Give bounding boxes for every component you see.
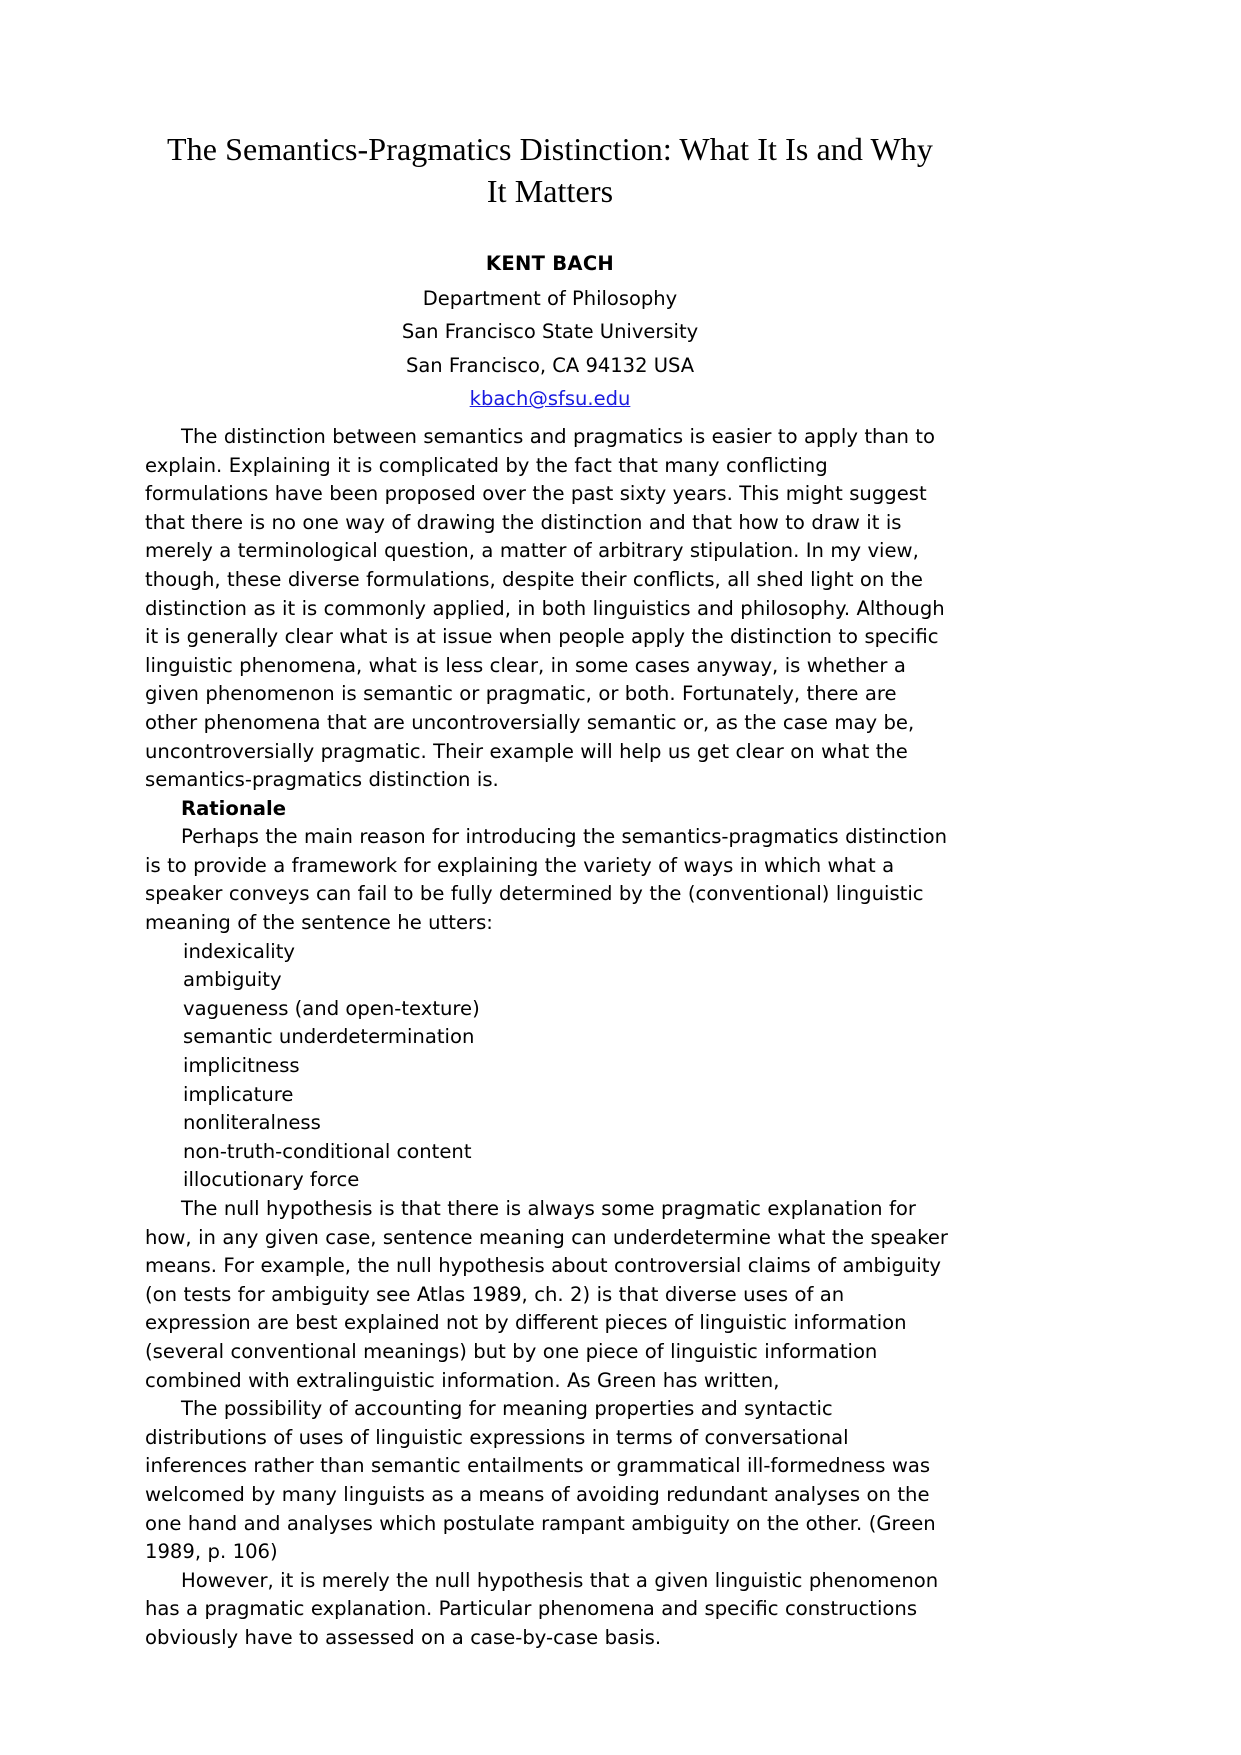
section-heading-rationale: Rationale	[181, 796, 287, 820]
rationale-paragraph-1: Perhaps the main reason for introducing the semantics-pragmatics distinction is to provide a framework for explaining the variety of ways in which what a speaker conveys can fail to be fully determined by the (conventional) linguistic meaning of the sentence he utters:	[145, 825, 948, 935]
list-item: illocutionary force	[183, 1168, 360, 1192]
list-item: semantic underdetermination	[183, 1025, 475, 1049]
author-block	[145, 254, 955, 409]
list-item: ambiguity	[183, 968, 282, 992]
author-name: KENT BACH	[485, 252, 615, 276]
list-item: implicitness	[183, 1054, 300, 1078]
author-department: Department of Philosophy	[422, 286, 678, 310]
rationale-paragraph-3: However, it is merely the null hypothesis that a given linguistic phenomenon has a pragmatic explanation. Particular phenomena and specific constructions obviously have to assessed on a case-by-case basis.	[145, 1568, 939, 1649]
list-item: implicature	[183, 1082, 294, 1106]
author-email-link[interactable]: kbach@sfsu.edu	[469, 387, 631, 411]
body-text	[145, 423, 955, 1653]
rationale-paragraph-2: The null hypothesis is that there is always some pragmatic explanation for how, in any given case, sentence meaning can underdetermine what the speaker means. For example, the null hypothesis about controversial claims of ambiguity (on tests for ambiguity see Atlas 1989, ch. 2) is that diverse uses of an expression are best explained not by different pieces of linguistic information (several conventional meanings) but by one piece of linguistic information combined with extralinguistic information. As Green has written,	[145, 1197, 948, 1392]
author-address: San Francisco, CA 94132 USA	[405, 353, 695, 377]
page-title: The Semantics-Pragmatics Distinction: What It Is and Why It Matters	[166, 131, 934, 210]
page-content	[145, 128, 955, 1653]
intro-paragraph: The distinction between semantics and pragmatics is easier to apply than to explain. Explaining it is complicated by the fact that many conflicting formulations have been proposed over the past sixty years. This might suggest that there is no one way of drawing the distinction and that how to draw it is merely a terminological question, a matter of arbitrary stipulation. In my view, though, these diverse formulations, despite their conflicts, all shed light on the distinction as it is commonly applied, in both linguistics and philosophy. Although it is generally clear what is at issue when people apply the distinction to specific linguistic phenomena, what is less clear, in some cases anyway, is whether a given phenomenon is semantic or pragmatic, or both. Fortunately, there are other phenomena that are uncontroversially semantic or, as the case may be, uncontroversially pragmatic. Their example will help us get clear on what the semantics-pragmatics distinction is.	[145, 424, 945, 792]
list-item: nonliteralness	[183, 1111, 321, 1135]
list-item: indexicality	[183, 939, 295, 963]
list-item: vagueness (and open-texture)	[183, 996, 480, 1020]
list-item: non-truth-conditional content	[183, 1139, 472, 1163]
author-email-line	[145, 389, 955, 409]
author-institution: San Francisco State University	[401, 320, 699, 344]
green-quotation: The possibility of accounting for meaning properties and syntactic distributions of uses of linguistic expressions in terms of conversational inferences rather than semantic entailments or grammatical ill-formedness was welcomed by many linguists as a means of avoiding redundant analyses on the one hand and analyses which postulate rampant ambiguity on the other. (Green 1989, p. 106)	[145, 1397, 936, 1564]
phenomena-list	[145, 938, 955, 1195]
